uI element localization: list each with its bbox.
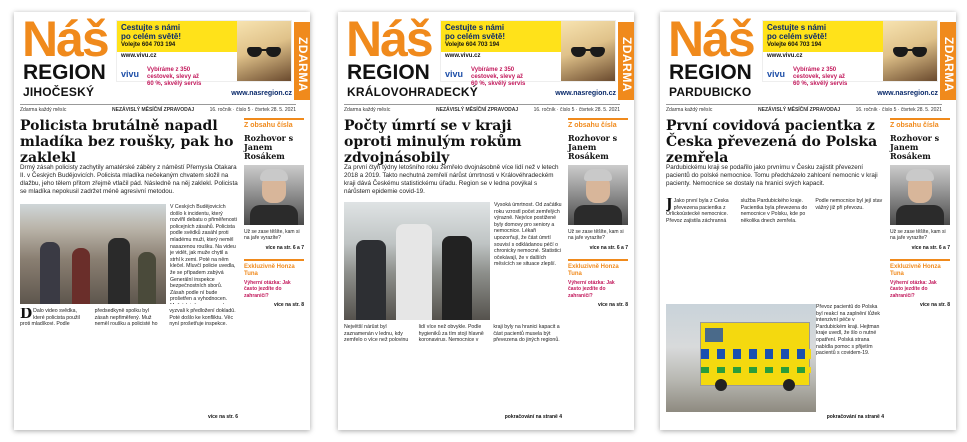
- drop-cap: J: [666, 198, 673, 212]
- brand-nas: Náš: [22, 12, 108, 67]
- portrait-photo: [890, 165, 950, 225]
- info-line: [666, 104, 942, 114]
- website: www.nasregion.cz: [555, 90, 616, 97]
- article-body: [20, 308, 238, 412]
- continue-note[interactable]: pokračování na straně 4: [504, 414, 562, 420]
- info-right: 16. ročník · číslo 5 · čtvrtek 28. 5. 2021: [855, 107, 942, 113]
- sunglasses-icon: [571, 47, 605, 57]
- ad-photo: [561, 21, 615, 81]
- sidebar-title: Rozhovor s Janem Rosákem: [890, 133, 940, 161]
- ad-line-1: Cestujte s námi: [767, 23, 827, 32]
- region-name: JIHOČESKÝ: [23, 85, 95, 99]
- drop-cap: D: [20, 308, 33, 322]
- article-column-narrow: V Českých Budějovicích došlo k incidentu, který rozvířil debatu o přiměřenosti policejních zásahů. Policista podle svědků zasáhl proti mladému muži, který neměl nasazenou roušku. Na videu je vidět, jak muže chytil a strhl k zemi. Poté na něm klečel. Mluvčí policie uvedla, že se případem zabývá Generální inspekce bezpečnostních sborů. Zásah podle ní bude prošetřen a vyhodnocen.: [170, 204, 237, 303]
- newspaper-front-page-pardubicko: [660, 12, 956, 430]
- sidebar-box-more[interactable]: více na str. 8: [919, 302, 950, 309]
- ad-photo: [883, 21, 937, 81]
- sidebar-box-title: Exkluzivně Honza Tuna: [244, 263, 295, 277]
- zdarma-label: ZDARMA: [942, 36, 956, 92]
- sidebar: [244, 118, 304, 424]
- info-right: 16. ročník · číslo 5 · čtvrtek 28. 5. 2021: [533, 107, 620, 113]
- region-name: KRÁLOVOHRADECKÝ: [347, 85, 479, 99]
- sidebar-box: [568, 259, 628, 308]
- lead-paragraph: Za první čtyři týdny letošního roku zemřelo dvojnásobně více lidí než v letech 2018 a 2019. Takto nechutná zemřelí nárůst úmrtnosti v Královéhradeckém kraji dává Českému statistickému úřadu. Region se v ledna povýkal s nárůstem epidemie covid-19.: [344, 164, 559, 195]
- continue-note[interactable]: více na str. 6: [207, 414, 238, 420]
- ad-line-2: po celém světě!: [121, 32, 182, 41]
- region-name: PARDUBICKO: [669, 85, 752, 99]
- ad-phone: Volejte 604 703 194: [767, 42, 822, 48]
- article-body: [666, 198, 884, 302]
- advertisement[interactable]: [116, 20, 292, 87]
- sidebar-more[interactable]: více na str. 6 a 7: [911, 244, 950, 251]
- ad-line-1: Cestujte s námi: [121, 23, 181, 32]
- brand-region: REGION: [23, 61, 106, 84]
- sidebar-head: Z obsahu čísla: [568, 118, 628, 130]
- sidebar-head: Z obsahu čísla: [244, 118, 304, 130]
- info-mid: NEZÁVISLÝ MĚSÍČNÍ ZPRAVODAJ: [758, 107, 841, 113]
- sidebar-more[interactable]: více na str. 6 a 7: [265, 244, 304, 251]
- masthead: [14, 12, 310, 104]
- info-left: Zdarma každý měsíc: [20, 107, 67, 113]
- sidebar-box-text: Výherní otázka: Jak často jezdíte do zahraničí?: [890, 279, 937, 299]
- sidebar-box-text: Výherní otázka: Jak často jezdíte do zahraničí?: [244, 279, 291, 299]
- sidebar-box: [244, 259, 304, 308]
- ad-promo: Vybíráme z 350 cestovek, slevy až 60 %, skvělý servis: [471, 67, 526, 87]
- sidebar-head: Z obsahu čísla: [890, 118, 950, 130]
- sidebar: [568, 118, 628, 424]
- sidebar: [890, 118, 950, 424]
- sidebar-box: [890, 259, 950, 308]
- article-column-narrow: Vysoká úmrtnost. Od začátku roku vzrostl počet zemřelých výrazně. Nejvíce postižené byly domovy pro seniory a nemocnice. Lékaři upozorňují, že část úmrtí souvisí s odkládanou péčí o chronicky nemocné. Statistici očekávají, že v dalších měsících se situace zlepší.: [494, 202, 562, 268]
- ad-logo: vivu: [121, 69, 140, 79]
- ambulance-icon: [700, 322, 810, 386]
- brand-region: REGION: [347, 61, 430, 84]
- sidebar-title: Rozhovor s Janem Rosákem: [244, 133, 294, 161]
- advertisement[interactable]: [762, 20, 938, 87]
- ad-phone: Volejte 604 703 194: [121, 42, 176, 48]
- info-right: 16. ročník · číslo 5 · čtvrtek 28. 5. 2021: [209, 107, 296, 113]
- info-line: [20, 104, 296, 114]
- headline: Počty úmrtí se v kraji oproti minulým rokům zdvojnásobily: [344, 118, 522, 166]
- article-body-text: Jako první byla z Česka převezena pacientka z Orlickoústecké nemocnice. Převoz zajistila záchranná služba Pardubického kraje. Pacientka byla převezena do nemocnice v Polsku, kde po několika dnech zemřela. Podle nemocnice byl její stav vážný již při převozu.: [666, 198, 883, 224]
- sidebar-text: Už se zase těšíte, kam si na jaře vyrazíte?: [890, 229, 946, 242]
- ad-logo: vivu: [767, 69, 786, 79]
- brand-region: REGION: [669, 61, 752, 84]
- sidebar-box-more[interactable]: více na str. 8: [597, 302, 628, 309]
- sunglasses-icon: [247, 47, 281, 57]
- zdarma-label: ZDARMA: [620, 36, 634, 92]
- headline: Policista brutálně napadl mladíka bez roušky, pak ho zaklekl: [20, 118, 234, 166]
- ad-line-2: po celém světě!: [767, 32, 828, 41]
- info-left: Zdarma každý měsíc: [344, 107, 391, 113]
- ad-web: www.vivu.cz: [445, 53, 481, 59]
- info-line: [344, 104, 620, 114]
- sidebar-title: Rozhovor s Janem Rosákem: [568, 133, 618, 161]
- masthead: [338, 12, 634, 104]
- ad-logo: vivu: [445, 69, 464, 79]
- article-photo: [20, 204, 166, 304]
- sidebar-box-title: Exkluzivně Honza Tuna: [568, 263, 619, 277]
- sidebar-text: Už se zase těšíte, kam si na jaře vyrazíte?: [568, 229, 624, 242]
- newspaper-front-page-kralovehradecky: [338, 12, 634, 430]
- ad-photo: [237, 21, 291, 81]
- info-mid: NEZÁVISLÝ MĚSÍČNÍ ZPRAVODAJ: [112, 107, 195, 113]
- continue-note[interactable]: pokračování na straně 4: [826, 414, 884, 420]
- ad-promo: Vybíráme z 350 cestovek, slevy až 60 %, skvělý servis: [147, 67, 202, 87]
- ad-line-1: Cestujte s námi: [445, 23, 505, 32]
- info-mid: NEZÁVISLÝ MĚSÍČNÍ ZPRAVODAJ: [436, 107, 519, 113]
- info-left: Zdarma každý měsíc: [666, 107, 713, 113]
- lead-paragraph: Pardubickému kraji se podařilo jako prvnímu v Česku zajistit převezení pacientů do polské nemocnice. Tomu předcházelo zahlcení nemocnic v kraji pacienty. Nemocnice se dostaly na hranici svých kapacit.: [666, 164, 878, 187]
- website: www.nasregion.cz: [877, 90, 938, 97]
- ad-web: www.vivu.cz: [121, 53, 157, 59]
- headline: První covidová pacientka z Česka převezená do Polska zemřela: [666, 118, 878, 166]
- website: www.nasregion.cz: [231, 90, 292, 97]
- zdarma-label: ZDARMA: [296, 36, 310, 92]
- article-photo: [344, 202, 490, 320]
- lead-paragraph: Drmý zásah policisty zachytily amatérské záběry z náměstí Přemysla Otakara II. v Českých Budějovicích. Policista mladíka nečekaným chvatem složil na dlažbu, jeho tělem přitom zřejmě vtlačil pád. Následně na něj zaklekl. Policista se mladíka nepokusil zadržet méně agresivní metodou.: [20, 164, 238, 195]
- brand-nas: Náš: [346, 12, 432, 67]
- ad-banner: [763, 21, 885, 52]
- article-body: [344, 324, 562, 412]
- masthead: [660, 12, 956, 104]
- ambulance-photo: [666, 304, 816, 412]
- advertisement[interactable]: [440, 20, 616, 87]
- article-column-narrow: Převoz pacientů do Polska byl reakcí na zaplnění lůžek intenzivní péče v Pardubickém kraji. Hejtman kraje uvedl, že šlo o nutné opatření. Polská strana nabídla pomoc s přijetím pacientů s covidem-19.: [816, 304, 881, 357]
- portrait-photo: [568, 165, 628, 225]
- article-body-text: Největší nárůst byl zaznamenán v lednu, kdy zemřelo o více než polovinu lidí více než obvykle. Podle hygieniků za tím stojí hlavně koronavirus. Nemocnice v kraji byly na hranici kapacit a část pacientů musela být převezena do jiných regionů.: [344, 324, 560, 344]
- sidebar-box-more[interactable]: více na str. 8: [273, 302, 304, 309]
- sidebar-more[interactable]: více na str. 6 a 7: [589, 244, 628, 251]
- sidebar-text: Už se zase těšíte, kam si na jaře vyrazíte?: [244, 229, 300, 242]
- ad-banner: [441, 21, 563, 52]
- sunglasses-icon: [893, 47, 927, 57]
- ad-phone: Volejte 604 703 194: [445, 42, 500, 48]
- article-body-text: Dalo video svědka, které policista použil proti mladíkovi. Podle předsedkyně spolku byl zásah nepřiměřený. Muž neměl roušku a policisté ho vyzvali k předložení dokladů. Poté došlo ke konfliktu. Věc nyní prošetřuje inspekce.: [20, 308, 236, 328]
- sidebar-box-title: Exkluzivně Honza Tuna: [890, 263, 941, 277]
- newspaper-front-page-jihocesky: [14, 12, 310, 430]
- brand-nas: Náš: [668, 12, 754, 67]
- ad-banner: [117, 21, 239, 52]
- ad-promo: Vybíráme z 350 cestovek, slevy až 60 %, skvělý servis: [793, 67, 848, 87]
- ad-line-2: po celém světě!: [445, 32, 506, 41]
- sidebar-box-text: Výherní otázka: Jak často jezdíte do zahraničí?: [568, 279, 615, 299]
- ad-web: www.vivu.cz: [767, 53, 803, 59]
- portrait-photo: [244, 165, 304, 225]
